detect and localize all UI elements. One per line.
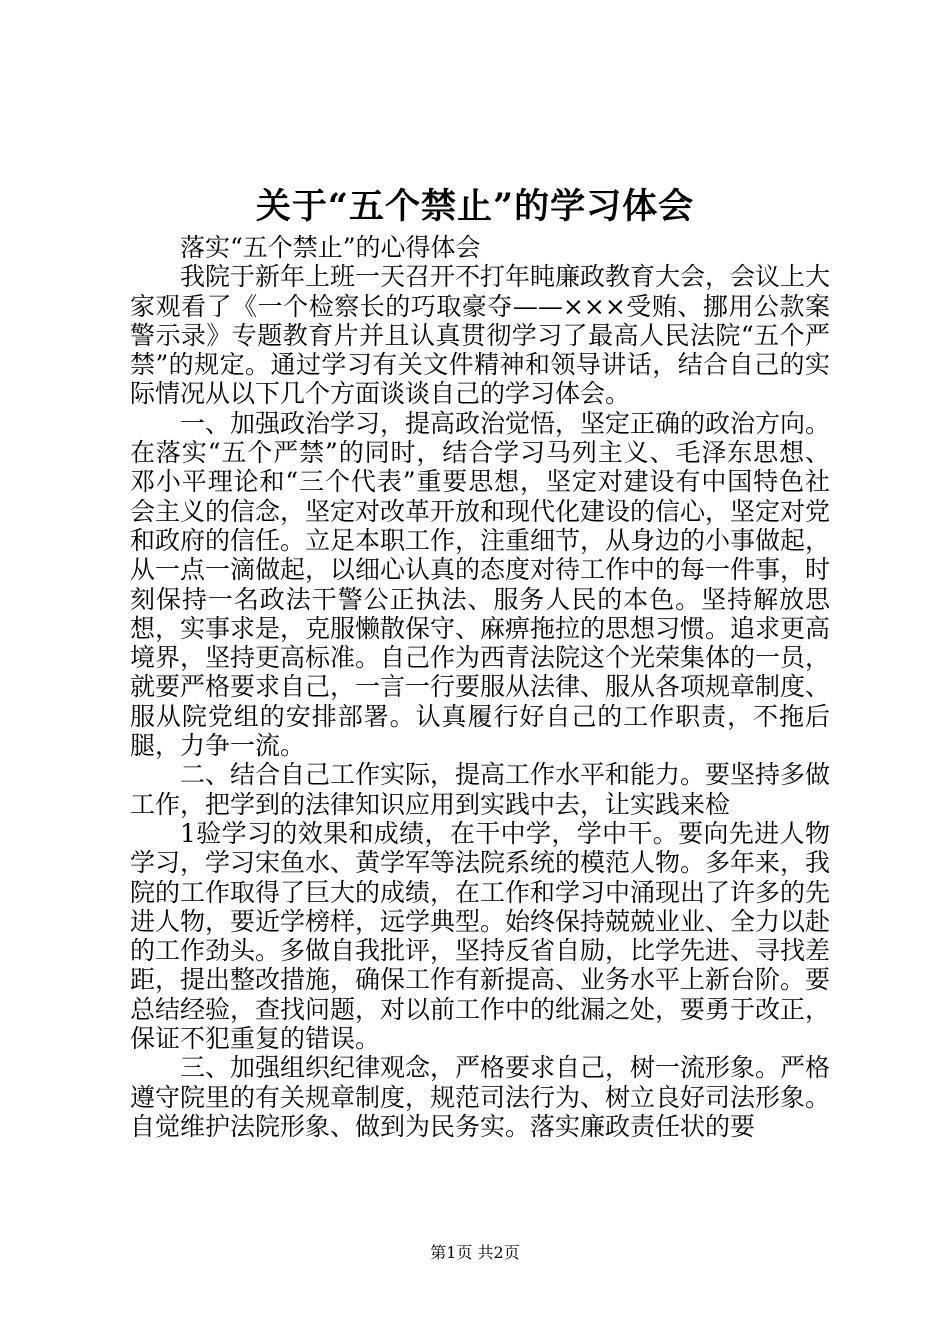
subtitle-paragraph: 落实“五个禁止”的心得体会 bbox=[180, 233, 481, 262]
intro-paragraph: 我院于新年上班一天召开不打年盹廉政教育大会，会议上大家观看了《一个检察长的巧取豪夺——×××受贿、挪用公款案警示录》专题教育片并且认真贯彻学习了最高人民法院“五个严禁”的规定。通过学习有关文件精神和领导讲话，结合自己的实际情况从以下几个方面谈谈自己的学习体会。 bbox=[130, 262, 831, 409]
section-three-paragraph: 三、加强组织纪律观念，严格要求自己，树一流形象。严格遵守院里的有关规章制度，规范司法行为、树立良好司法形象。自觉维护法院形象、做到为民务实。落实廉政责任状的要 bbox=[130, 1053, 831, 1141]
section-two-paragraph: 二、结合自己工作实际，提高工作水平和能力。要坚持多做工作，把学到的法律知识应用到实践中去，让实践来检 bbox=[130, 760, 831, 819]
section-two-continued-paragraph: 1验学习的效果和成绩，在干中学，学中干。要向先进人物学习，学习宋鱼水、黄学军等法院系统的模范人物。多年来，我院的工作取得了巨大的成绩，在工作和学习中涌现出了许多的先进人物，要近学榜样，远学典型。始终保持兢兢业业、全力以赴的工作劲头。多做自我批评，坚持反省自励，比学先进、寻找差距，提出整改措施，确保工作有新提高、业务水平上新台阶。要总结经验，查找问题，对以前工作中的纰漏之处，要勇于改正，保证不犯重复的错误。 bbox=[130, 818, 831, 1054]
document-title: 关于“五个禁止”的学习体会 bbox=[255, 186, 695, 227]
page-footer: 第1页 共2页 bbox=[430, 1243, 520, 1262]
section-one-paragraph: 一、加强政治学习，提高政治觉悟，坚定正确的政治方向。在落实“五个严禁”的同时，结合学习马列主义、毛泽东思想、邓小平理论和“三个代表”重要思想，坚定对建设有中国特色社会主义的信念，坚定对改革开放和现代化建设的信心，坚定对党和政府的信任。立足本职工作，注重细节，从身边的小事做起，从一点一滴做起，以细心认真的态度对待工作中的每一件事，时刻保持一名政法干警公正执法、服务人民的本色。坚持解放思想，实事求是，克服懒散保守、麻痹拖拉的思想习惯。追求更高境界，坚持更高标准。自己作为西青法院这个光荣集体的一员，就要严格要求自己，一言一行要服从法律、服从各项规章制度、服从院党组的安排部署。认真履行好自己的工作职责，不拖后腿，力争一流。 bbox=[130, 408, 831, 761]
document-body bbox=[130, 233, 830, 1141]
